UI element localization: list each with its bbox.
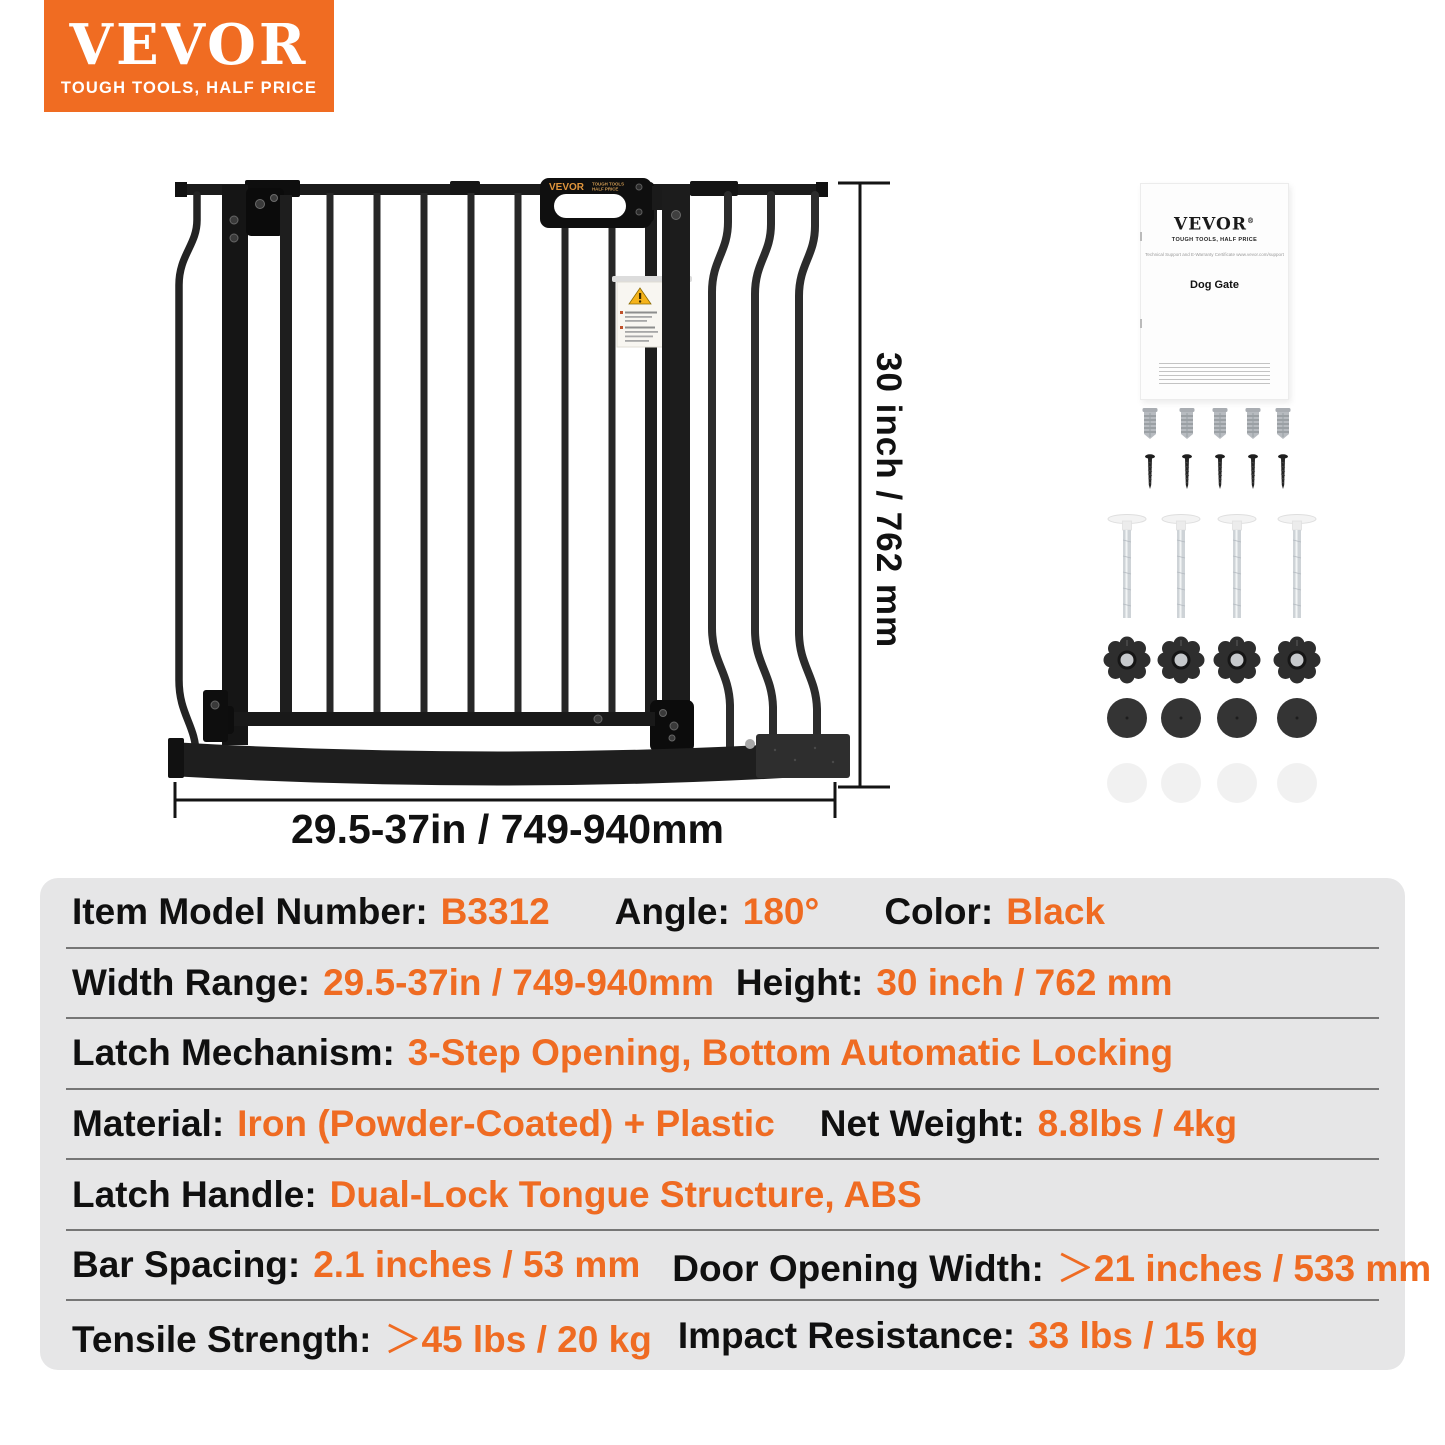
spec-value: B3312 <box>440 891 550 933</box>
door-left-stile <box>280 195 292 726</box>
spec-value: 8.8lbs / 4kg <box>1037 1103 1238 1145</box>
spec-label: Net Weight: <box>819 1103 1025 1145</box>
manual-title: Dog Gate <box>1190 278 1239 291</box>
spec-label: Door Opening Width: <box>672 1248 1044 1290</box>
wall-pads-light <box>1107 763 1317 803</box>
spec-label: Width Range: <box>72 961 311 1003</box>
instruction-manual <box>1140 183 1289 400</box>
threaded-rods <box>1108 515 1316 619</box>
spec-value: ＞21 inches / 533 mm <box>1056 1248 1432 1290</box>
wall-cups-dark <box>1107 698 1317 738</box>
spec-label: Color: <box>884 891 994 933</box>
spec-label: Angle: <box>614 891 730 933</box>
dog-gate-illustration <box>150 160 910 870</box>
spec-row-size <box>66 949 1379 1020</box>
brand-tagline: TOUGH TOOLS, HALF PRICE <box>60 78 318 97</box>
left-post <box>222 185 248 745</box>
door-right-stile <box>645 195 657 726</box>
left-extension-bar <box>179 195 197 770</box>
spec-row-bar-spacing <box>66 1231 1432 1302</box>
spec-row-latch-handle <box>66 1160 1379 1231</box>
svg-text:HALF PRICE: HALF PRICE <box>592 186 619 192</box>
left-foot <box>203 690 228 742</box>
spec-value: 2.1 inches / 53 mm <box>313 1244 641 1286</box>
wall-anchors <box>1143 408 1291 439</box>
brand-wordmark: VEVOR <box>69 11 309 78</box>
manual-fineprint <box>1159 363 1269 387</box>
spec-label: Impact Resistance: <box>677 1314 1016 1356</box>
spec-row-model <box>66 878 1379 949</box>
spec-row-latch-mechanism <box>66 1019 1379 1090</box>
spec-label: Bar Spacing: <box>72 1244 301 1286</box>
spec-value: 29.5-37in / 749-940mm <box>323 961 714 1003</box>
spec-value: Black <box>1006 891 1105 933</box>
tightening-knobs <box>1104 637 1321 684</box>
spec-label: Latch Handle: <box>72 1173 317 1215</box>
spec-label: Item Model Number: <box>72 891 428 933</box>
spec-row-strength <box>66 1301 1379 1370</box>
screws <box>1145 454 1288 489</box>
hardware-kit <box>1095 402 1335 822</box>
height-dimension-label: 30 inch / 762 mm <box>869 352 908 649</box>
warning-label <box>617 282 663 347</box>
spec-label: Material: <box>72 1103 225 1145</box>
spec-value: 180° <box>742 891 820 933</box>
width-dimension-label: 29.5-37in / 749-940mm <box>290 806 725 852</box>
spec-value: Dual-Lock Tongue Structure, ABS <box>329 1173 922 1215</box>
spec-value: ＞45 lbs / 20 kg <box>384 1318 652 1360</box>
spec-value: 3-Step Opening, Bottom Automatic Locking <box>407 1032 1174 1074</box>
handle-brand-text: VEVOR <box>549 182 585 193</box>
hinge-bracket <box>246 188 284 236</box>
spec-value: Iron (Powder-Coated) + Plastic <box>237 1103 775 1145</box>
spec-table <box>40 878 1432 1370</box>
spec-value: 33 lbs / 15 kg <box>1028 1314 1259 1356</box>
brand-logo <box>44 0 334 112</box>
door-bars <box>327 193 616 720</box>
right-extension-bars <box>712 195 817 762</box>
spec-label: Tensile Strength: <box>72 1318 372 1360</box>
spec-label: Height: <box>735 961 864 1003</box>
latch-handle <box>540 178 662 228</box>
spec-value: 30 inch / 762 mm <box>876 961 1173 1003</box>
manual-brand: VEVOR® <box>1174 214 1255 235</box>
handle-grip-slot <box>554 194 626 218</box>
spec-label: Latch Mechanism: <box>72 1032 395 1074</box>
manual-support-line: Technical Support and E-Warranty Certificate www.vevor.com/support <box>1145 251 1284 257</box>
manual-tagline: TOUGH TOOLS, HALF PRICE <box>1171 236 1258 243</box>
right-post <box>662 190 690 765</box>
svg-text:TOUGH TOOLS: TOUGH TOOLS <box>592 181 625 187</box>
door-bottom-rail <box>225 712 655 726</box>
spec-row-material <box>66 1090 1379 1161</box>
